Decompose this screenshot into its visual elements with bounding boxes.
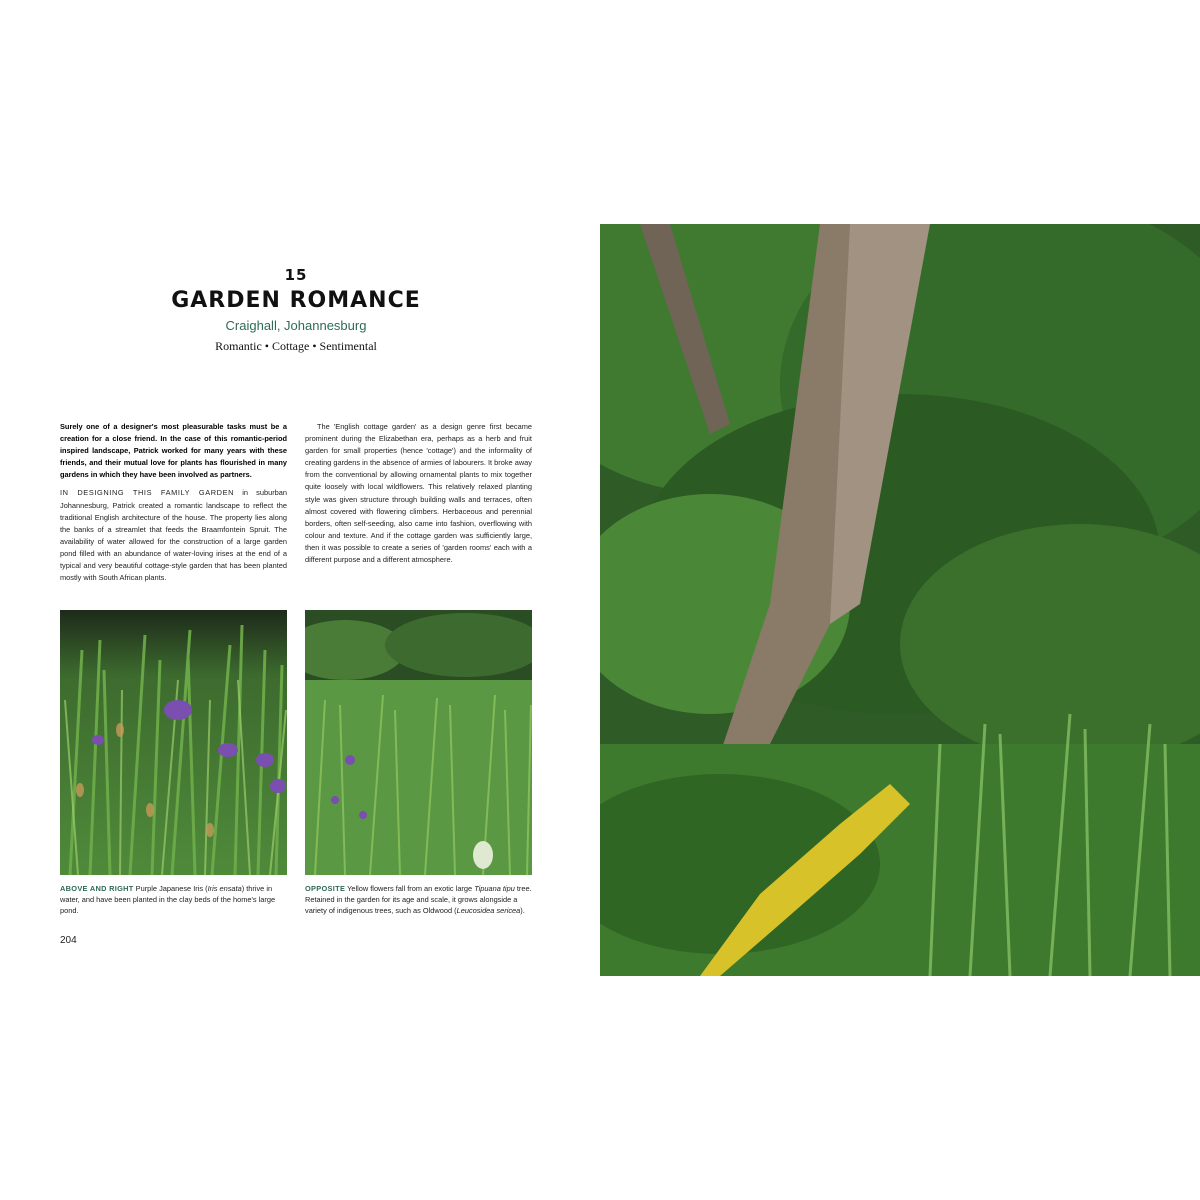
- lead-in-caps: IN DESIGNING THIS FAMILY GARDEN: [60, 488, 235, 498]
- iris-pond-photo: [305, 610, 532, 875]
- caption-italic: Tipuana tipu: [474, 884, 515, 893]
- page-number: 204: [60, 935, 77, 946]
- chapter-location: Craighall, Johannesburg: [225, 318, 367, 333]
- chapter-title: GARDEN ROMANCE: [171, 288, 421, 313]
- caption-right: [305, 883, 535, 917]
- chapter-tags: [60, 339, 532, 354]
- caption-label: ABOVE AND RIGHT: [60, 884, 134, 893]
- caption-text: tree. Retained in the garden for its age and scale, it grows alongside a variety of indigenous trees, such as Oldwood (: [305, 884, 532, 916]
- tag-sentimental: Sentimental: [319, 339, 377, 353]
- body-paragraph: The 'English cottage garden' as a design genre first became prominent during the Elizabethan era, perhaps as a herb and fruit garden for small properties (hence 'cottage') and the informality of creating gardens in the absence of armies of labourers. It broke away from the conventional by allowing ornamental plants to mix together quite loosely with local wildflowers. This relatively relaxed planting style was given structure through building walls and terraces, often almost covered with flowering climbers. Herbaceous and perennial borders, often self-seeding, also came into fashion, overflowing with colour and texture. And if the cottage garden was sufficiently large, then it was possible to create a series of 'garden rooms' each with a different purpose and a different atmosphere.: [305, 422, 532, 565]
- body-paragraph: [60, 487, 287, 584]
- body-column-left: [60, 421, 287, 584]
- caption-label: OPPOSITE: [305, 884, 346, 893]
- caption-italic: Iris ensata: [207, 884, 242, 893]
- caption-left: [60, 883, 290, 917]
- purple-iris-photo: [60, 610, 287, 875]
- caption-text: Purple Japanese Iris (: [133, 884, 208, 893]
- tag-romantic: Romantic: [215, 339, 262, 353]
- body-paragraph-text: in suburban Johannesburg, Patrick created a romantic landscape to reflect the traditional English architecture of the house. The property lies along the banks of a streamlet that feeds the Braamfontein Spruit. The availability of water allowed for the construction of a large garden pond filled with an abundance of water-loving irises at the end of a typical and very beautiful cottage-style garden that has been planted mostly with South African plants.: [60, 488, 287, 583]
- chapter-number: 15: [284, 266, 308, 284]
- caption-text: Yellow flowers fall from an exotic large: [345, 884, 475, 893]
- intro-paragraph: Surely one of a designer's most pleasurable tasks must be a creation for a close friend. In the case of this romantic-period inspired landscape, Patrick worked for many years with these friends, and their mutual love for plants has flourished in many gardens in which they have been involved as partners.: [60, 422, 287, 480]
- caption-italic: Leucosidea sericea: [456, 906, 521, 916]
- tag-separator: •: [261, 339, 272, 353]
- caption-text: ) thrive in water, and have been planted in the clay beds of the home's large pond.: [60, 884, 276, 916]
- caption-text: ).: [520, 906, 525, 916]
- tipuana-tree-path-photo: [600, 224, 1200, 976]
- body-column-right: [305, 421, 532, 566]
- tag-separator: •: [309, 339, 320, 353]
- tag-cottage: Cottage: [272, 339, 310, 353]
